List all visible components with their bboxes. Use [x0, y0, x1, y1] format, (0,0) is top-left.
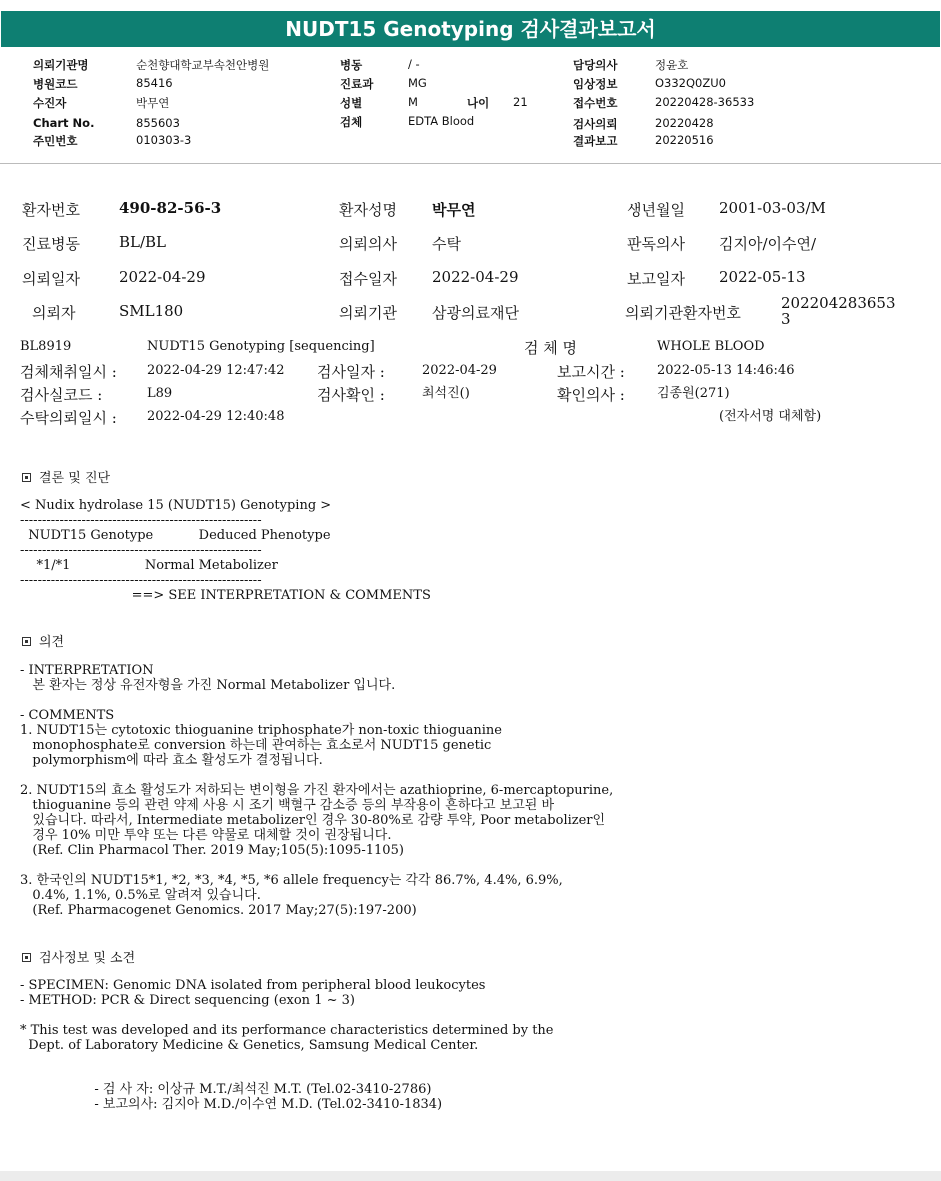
patient-value-continued: 3	[781, 310, 791, 328]
report-line: 경우 10% 미만 투약 또는 다른 약물로 대체할 것이 권장됩니다.	[20, 828, 392, 843]
header-value: MG	[408, 76, 427, 90]
report-title: NUDT15 Genotyping 검사결과보고서	[1, 11, 940, 47]
report-line: -------------------------------------------------------	[20, 513, 262, 528]
report-line: -------------------------------------------------------	[20, 573, 262, 588]
patient-value: 박무연	[432, 201, 476, 219]
header-label: 주민번호	[33, 134, 78, 148]
report-line: - INTERPRETATION	[20, 663, 154, 678]
testdate-label: 검사일자 :	[317, 363, 385, 381]
room-label: 검사실코드 :	[20, 386, 103, 404]
patient-value: 2001-03-03/M	[719, 199, 826, 217]
patient-value: 수탁	[432, 235, 461, 253]
header-label: 결과보고	[573, 134, 618, 148]
patient-value: 2022-04-29	[432, 268, 519, 286]
section-heading	[22, 631, 64, 650]
collect-label: 검체채취일시 :	[20, 363, 117, 381]
header-label: 의뢰기관명	[33, 58, 89, 72]
header-label: 검사의뢰	[573, 117, 618, 131]
report-line: - 보고의사: 김지아 M.D./이수연 M.D. (Tel.02-3410-1834)	[20, 1097, 443, 1112]
patient-label: 접수일자	[339, 270, 397, 288]
header-label: Chart No.	[33, 116, 95, 130]
patient-label: 진료병동	[22, 235, 80, 253]
report-line: NUDT15 Genotype Deduced Phenotype	[20, 528, 331, 543]
header-divider	[0, 163, 941, 164]
test-code: BL8919	[20, 339, 72, 354]
header-value: / -	[408, 57, 420, 71]
patient-value: BL/BL	[119, 233, 167, 251]
checkbox-square-icon	[22, 953, 31, 962]
section-heading	[22, 947, 135, 966]
report-line: - COMMENTS	[20, 708, 115, 723]
report-line: Dept. of Laboratory Medicine & Genetics, Samsung Medical Center.	[20, 1038, 479, 1053]
report-line: (Ref. Pharmacogenet Genomics. 2017 May;27(5):197-200)	[20, 903, 417, 918]
patient-label: 의뢰기관환자번호	[625, 304, 741, 322]
checkbox-square-icon	[22, 473, 31, 482]
specimen-label: 검 체 명	[524, 339, 578, 357]
report-line: 있습니다. 따라서, Intermediate metabolizer인 경우 30-80%로 감량 투약, Poor metabolizer인	[20, 813, 606, 828]
report-line: 1. NUDT15는 cytotoxic thioguanine triphosphate가 non-toxic thioguanine	[20, 723, 502, 738]
report-line: * This test was developed and its performance characteristics determined by the	[20, 1023, 554, 1038]
reporttime-value: 2022-05-13 14:46:46	[657, 363, 795, 378]
patient-value: 김지아/이수연/	[719, 235, 817, 253]
header-label: 담당의사	[573, 58, 618, 72]
patient-label: 환자번호	[22, 201, 80, 219]
header-value: 20220428-36533	[655, 95, 755, 109]
section-heading-text: 결론 및 진단	[39, 471, 111, 486]
report-line: *1/*1 Normal Metabolizer	[20, 558, 278, 573]
section-heading-text: 의견	[39, 635, 65, 650]
header-value: 855603	[136, 116, 180, 130]
report-line: -------------------------------------------------------	[20, 543, 262, 558]
patient-label: 의뢰기관	[339, 304, 397, 322]
patient-label: 의뢰의사	[339, 235, 397, 253]
patient-label: 보고일자	[627, 270, 685, 288]
confirm-value: 최석진()	[422, 386, 470, 401]
specimen-value: WHOLE BLOOD	[657, 339, 765, 354]
report-line: - SPECIMEN: Genomic DNA isolated from peripheral blood leukocytes	[20, 978, 486, 993]
report-line: - 검 사 자: 이상규 M.T./최석진 M.T. (Tel.02-3410-2786)	[20, 1082, 432, 1097]
report-line: 0.4%, 1.1%, 0.5%로 알려져 있습니다.	[20, 888, 261, 903]
report-line: (Ref. Clin Pharmacol Ther. 2019 May;105(5):1095-1105)	[20, 843, 404, 858]
header-label: 성별	[340, 96, 363, 110]
header-label: 수진자	[33, 96, 67, 110]
report-line: monophosphate로 conversion 하는데 관여하는 효소로서 NUDT15 genetic	[20, 738, 492, 753]
age-value: 21	[513, 95, 528, 109]
section-heading	[22, 467, 110, 486]
outsource-label: 수탁의뢰일시 :	[20, 409, 117, 427]
report-line: 2. NUDT15의 효소 활성도가 저하되는 변이형을 가진 환자에서는 azathioprine, 6-mercaptopurine,	[20, 783, 614, 798]
header-label: 임상정보	[573, 77, 618, 91]
esign-note: (전자서명 대체함)	[719, 409, 822, 424]
patient-label: 판독의사	[627, 235, 685, 253]
testdate-value: 2022-04-29	[422, 363, 497, 378]
header-value: EDTA Blood	[408, 114, 475, 128]
doctor-label: 확인의사 :	[557, 386, 625, 404]
reporttime-label: 보고시간 :	[557, 363, 625, 381]
doctor-value: 김종원(271)	[657, 386, 730, 401]
header-value: 85416	[136, 76, 173, 90]
header-value: 순천향대학교부속천안병원	[136, 58, 270, 72]
header-value: 20220516	[655, 133, 714, 147]
checkbox-square-icon	[22, 637, 31, 646]
header-label: 병원코드	[33, 77, 78, 91]
patient-label: 의뢰일자	[22, 270, 80, 288]
patient-value: 202204283653	[781, 294, 896, 312]
report-line: polymorphism에 따라 효소 활성도가 결정됩니다.	[20, 753, 323, 768]
section-heading-text: 검사정보 및 소견	[39, 951, 136, 966]
header-label: 진료과	[340, 77, 374, 91]
header-value: 010303-3	[136, 133, 192, 147]
header-value: 20220428	[655, 116, 714, 130]
patient-value: SML180	[119, 302, 184, 320]
room-value: L89	[147, 386, 173, 401]
confirm-label: 검사확인 :	[317, 386, 385, 404]
header-label: 접수번호	[573, 96, 618, 110]
patient-value: 2022-05-13	[719, 268, 806, 286]
patient-value: 삼광의료재단	[432, 304, 519, 322]
report-line: 3. 한국인의 NUDT15*1, *2, *3, *4, *5, *6 allele frequency는 각각 86.7%, 4.4%, 6.9%,	[20, 873, 563, 888]
report-line: ==> SEE INTERPRETATION & COMMENTS	[20, 588, 431, 603]
age-label: 나이	[467, 96, 490, 110]
report-line: 본 환자는 정상 유전자형을 가진 Normal Metabolizer 입니다.	[20, 678, 396, 693]
header-value: 박무연	[136, 96, 170, 110]
patient-label: 환자성명	[339, 201, 397, 219]
collect-value: 2022-04-29 12:47:42	[147, 363, 285, 378]
patient-value: 490-82-56-3	[119, 199, 222, 217]
test-name: NUDT15 Genotyping [sequencing]	[147, 339, 375, 354]
report-line: < Nudix hydrolase 15 (NUDT15) Genotyping >	[20, 498, 332, 513]
header-label: 검체	[340, 115, 363, 129]
header-value: O332Q0ZU0	[655, 76, 726, 90]
report-line: - METHOD: PCR & Direct sequencing (exon 1 ~ 3)	[20, 993, 355, 1008]
report-line: thioguanine 등의 관련 약제 사용 시 조기 백혈구 감소증 등의 부작용이 흔하다고 보고된 바	[20, 798, 555, 813]
outsource-value: 2022-04-29 12:40:48	[147, 409, 285, 424]
patient-value: 2022-04-29	[119, 268, 206, 286]
patient-label: 생년월일	[627, 201, 685, 219]
header-value: 정윤호	[655, 58, 689, 72]
footer-bar	[0, 1171, 941, 1181]
header-label: 병동	[340, 58, 363, 72]
patient-label: 의뢰자	[32, 304, 76, 322]
header-value: M	[408, 95, 418, 109]
